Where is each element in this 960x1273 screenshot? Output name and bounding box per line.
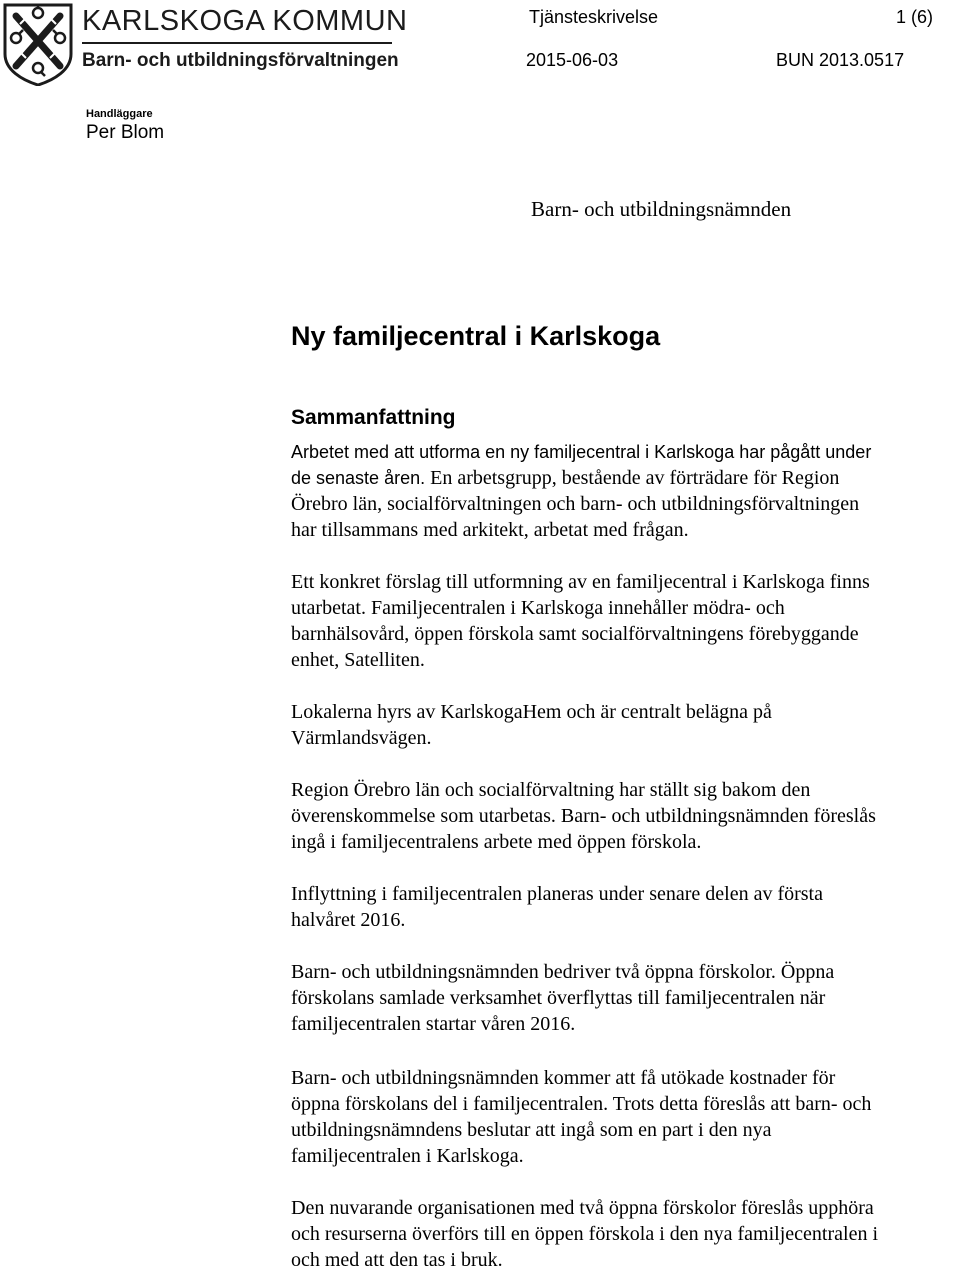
paragraph-line: överenskommelse som utarbetas. Barn- och utbildningsnämnden föreslås <box>291 805 876 827</box>
paragraph-line: Arbetet med att utforma en ny familjecentral i Karlskoga har pågått under <box>291 442 872 462</box>
karlskoga-coat-of-arms-logo <box>2 2 74 86</box>
organization-name: KARLSKOGA KOMMUN <box>82 5 408 37</box>
paragraph <box>291 881 960 933</box>
paragraph-line: har tillsammans med arkitekt, arbetat med frågan. <box>291 519 689 541</box>
paragraph-line: öppna förskolans del i familjecentralen. Trots detta föreslås att barn- och <box>291 1093 872 1115</box>
paragraph-line: Örebro län, socialförvaltningen och barn- och utbildningsförvaltningen <box>291 493 860 515</box>
paragraph <box>291 699 960 751</box>
paragraph-line: Den nuvarande organisationen med två öppna förskolor föreslås upphöra <box>291 1197 874 1219</box>
recipient: Barn- och utbildningsnämnden <box>531 197 792 221</box>
paragraph-line: ingå i familjecentralens arbete med öppen förskola. <box>291 831 702 853</box>
paragraph <box>291 569 960 673</box>
paragraph-line: och resurserna överförs till en öppen förskola i den nya familjecentralen i <box>291 1223 879 1245</box>
paragraph-line: utbildningsnämndens beslutar att ingå som en part i den nya <box>291 1119 772 1141</box>
document-type: Tjänsteskrivelse <box>529 7 659 27</box>
paragraph-line: familjecentralen i Karlskoga. <box>291 1145 524 1167</box>
paragraph-line: halvåret 2016. <box>291 909 406 931</box>
paragraph <box>291 1065 960 1169</box>
paragraph-line: Värmlandsvägen. <box>291 727 432 749</box>
header-divider <box>82 42 392 44</box>
document-reference: BUN 2013.0517 <box>776 50 905 70</box>
page-number: 1 (6) <box>896 7 934 27</box>
paragraph <box>291 439 960 543</box>
paragraph-line: Lokalerna hyrs av KarlskogaHem och är centralt belägna på <box>291 701 772 723</box>
document-title: Ny familjecentral i Karlskoga <box>291 321 661 351</box>
paragraph-line: och med att den tas i bruk. <box>291 1249 503 1271</box>
paragraph-line: förskolans samlade verksamhet överflyttas till familjecentralen när <box>291 987 826 1009</box>
document-date: 2015-06-03 <box>526 50 619 70</box>
paragraph <box>291 1195 960 1273</box>
paragraph-line: En arbetsgrupp, bestående av förträdare för Region <box>430 467 840 489</box>
handler-label: Handläggare <box>86 108 153 120</box>
paragraph <box>291 777 960 855</box>
summary-heading: Sammanfattning <box>291 406 456 429</box>
paragraph-line: Barn- och utbildningsnämnden kommer att få utökade kostnader för <box>291 1067 836 1089</box>
paragraph-line: barnhälsovård, öppen förskola samt socialförvaltningens förebyggande <box>291 623 859 645</box>
paragraph-line: utarbetat. Familjecentralen i Karlskoga innehåller mödra- och <box>291 597 785 619</box>
paragraph-line: Ett konkret förslag till utformning av en familjecentral i Karlskoga finns <box>291 571 870 593</box>
paragraph-line: Region Örebro län och socialförvaltning har ställt sig bakom den <box>291 779 811 801</box>
paragraph-line: Inflyttning i familjecentralen planeras under senare delen av första <box>291 883 823 905</box>
paragraph-line: enhet, Satelliten. <box>291 649 425 671</box>
paragraph <box>291 959 960 1037</box>
handler-name: Per Blom <box>86 122 165 143</box>
paragraph-line: Barn- och utbildningsnämnden bedriver två öppna förskolor. Öppna <box>291 961 835 983</box>
paragraph-line: familjecentralen startar våren 2016. <box>291 1013 576 1035</box>
department-name: Barn- och utbildningsförvaltningen <box>82 50 399 71</box>
paragraph-line: de senaste åren. <box>291 468 431 488</box>
